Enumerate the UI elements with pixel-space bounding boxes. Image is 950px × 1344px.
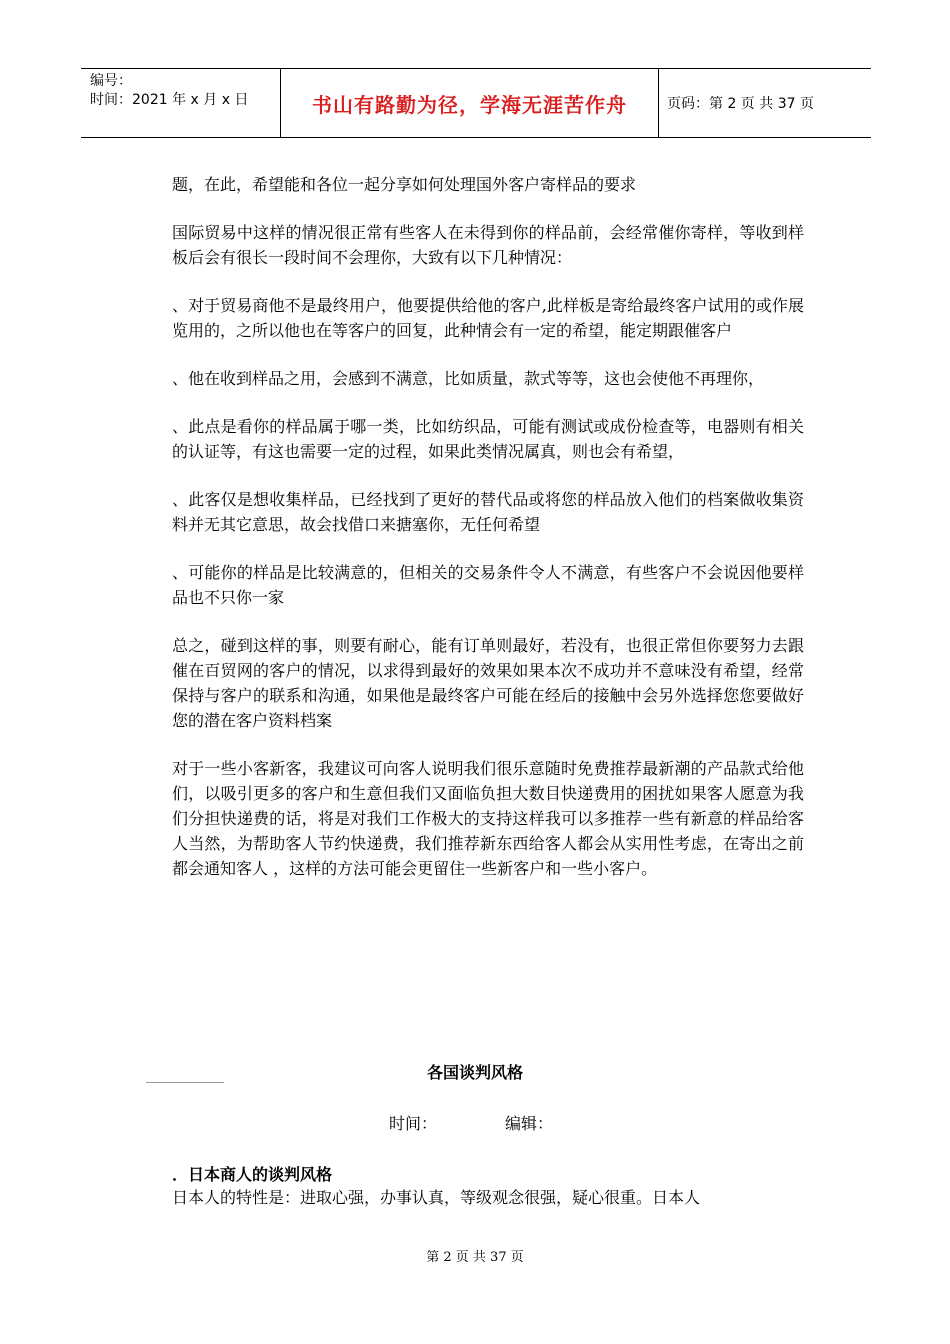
subsection-text: 日本人的特性是：进取心强，办事认真，等级观念很强，疑心很重。日本人 <box>172 1188 701 1207</box>
paragraph: 、此点是看你的样品属于哪一类，比如纺织品，可能有测试或成份检查等，电器则有相关的认证等，有这也需要一定的过程，如果此类情况属真，则也会有希望， <box>172 417 804 461</box>
paragraph: 、他在收到样品之用，会感到不满意，比如质量，款式等等，这也会使他不再理你， <box>172 369 765 388</box>
paragraph: 对于一些小客新客，我建议可向客人说明我们很乐意随时免费推荐最新潮的产品款式给他们，以吸引更多的客户和生意但我们又面临负担大数目快递费用的困扰如果客人愿意为我们分担快递费的话，将是对我们工作极大的支持这样我可以多推荐一些有新意的样品给客人当然，为帮助客人节约快递费，我们推荐新东西给客人都会从实用性考虑，在寄出之前都会通知客人 ，这样的方法可能会更留住一些新客户和一些小客户。 <box>172 759 804 878</box>
page-header <box>81 68 871 138</box>
paragraph: 总之，碰到这样的事，则要有耐心，能有订单则最好，若没有，也很正常但你要努力去跟催在百贸网的客户的情况，以求得到最好的效果如果本次不成功并不意味没有希望，经常保持与客户的联系和沟通，如果他是最终客户可能在经后的接触中会另外选择您您要做好您的潜在客户资料档案 <box>172 636 804 730</box>
paragraph: 题，在此，希望能和各位一起分享如何处理国外客户寄样品的要求 <box>172 175 637 194</box>
document-number-label: 编号： <box>90 73 132 89</box>
header-info <box>81 69 281 137</box>
paragraph: 国际贸易中这样的情况很正常有些客人在未得到你的样品前，会经常催你寄样，等收到样板后会有很长一段时间不会理你，大致有以下几种情况： <box>172 223 804 267</box>
meta-time-label: 时间： <box>389 1114 438 1133</box>
body-text <box>172 172 804 904</box>
meta-editor-label: 编辑： <box>505 1114 554 1133</box>
paragraph: 、此客仅是想收集样品，已经找到了更好的替代品或将您的样品放入他们的档案做收集资料并无其它意思，故会找借口来搪塞你，无任何希望 <box>172 490 804 534</box>
header-motto: 书山有路勤为径，学海无涯苦作舟 <box>281 69 659 137</box>
section-title: 各国谈判风格 <box>426 1063 523 1082</box>
paragraph: 、可能你的样品是比较满意的，但相关的交易条件令人不满意，有些客户不会说因他要样品也不只你一家 <box>172 563 804 607</box>
page-footer: 第 2 页 共 37 页 <box>426 1250 524 1265</box>
paragraph: 、对于贸易商他不是最终用户，他要提供给他的客户,此样板是寄给最终客户试用的或作展览用的，之所以他也在等客户的回复，此种情会有一定的希望，能定期跟催客户 <box>172 296 804 340</box>
subsection-heading: ．日本商人的谈判风格 <box>172 1165 333 1184</box>
header-page-info: 页码：第 2 页 共 37 页 <box>667 96 814 112</box>
document-time-label: 时间：2021 年 x 月 x 日 <box>90 92 249 108</box>
